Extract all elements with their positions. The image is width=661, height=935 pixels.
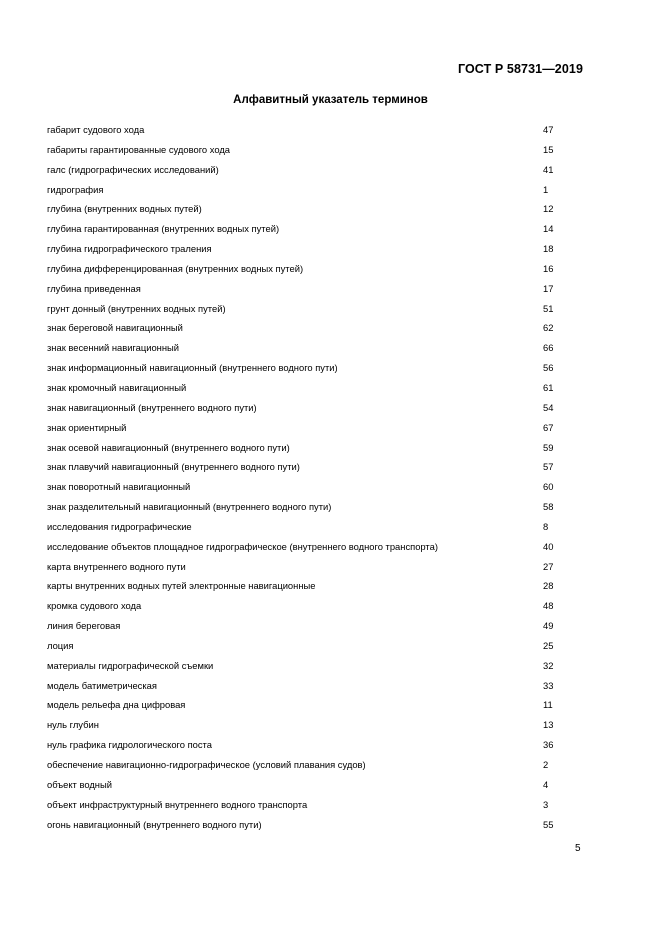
index-entry-term: лоция xyxy=(47,639,74,651)
index-entry-page: 14 xyxy=(543,223,554,235)
index-entry xyxy=(47,576,567,596)
index-entry-page: 16 xyxy=(543,262,554,274)
index-entry-term: глубина дифференцированная (внутренних водных путей) xyxy=(47,262,304,274)
index-entry-term: знак плавучий навигационный (внутреннего водного пути) xyxy=(47,461,300,473)
index-entry xyxy=(47,815,567,835)
index-entry-page: 15 xyxy=(543,143,554,155)
index-entry-term: глубина гидрографического траления xyxy=(47,243,212,255)
index-entry xyxy=(47,457,567,477)
index-entry-term: габариты гарантированные судового хода xyxy=(47,143,231,155)
index-entry xyxy=(47,596,567,616)
index-entry xyxy=(47,676,567,696)
index-entry-term: объект инфраструктурный внутреннего водного транспорта xyxy=(47,798,308,810)
index-entry xyxy=(47,299,567,319)
index-entry xyxy=(47,239,567,259)
index-entry-page: 4 xyxy=(543,778,549,790)
index-entry xyxy=(47,497,567,517)
index-entry-page: 60 xyxy=(543,481,554,493)
index-entry-term: нуль глубин xyxy=(47,719,99,731)
index-entry-page: 49 xyxy=(543,620,554,632)
index-entry-term: знак поворотный навигационный xyxy=(47,481,191,493)
index-entry-term: габарит судового хода xyxy=(47,124,145,135)
index-entry-page: 2 xyxy=(543,759,549,770)
index-entry-page: 47 xyxy=(543,124,554,135)
index-entry-term: знак кромочный навигационный xyxy=(47,381,187,393)
index-entry-term: материалы гидрографической съемки xyxy=(47,659,214,671)
index-entry-page: 25 xyxy=(543,639,554,651)
index-entry xyxy=(47,735,567,755)
index-entry-term: объект водный xyxy=(47,778,112,790)
index-entry-page: 12 xyxy=(543,203,554,215)
index-entry-page: 18 xyxy=(543,243,554,255)
document-code: ГОСТ Р 58731—2019 xyxy=(457,62,583,76)
index-entry-page: 13 xyxy=(543,719,554,731)
index-entry-page: 57 xyxy=(543,461,554,473)
index-entry-page: 56 xyxy=(543,362,554,374)
index-entry-page: 1 xyxy=(543,183,549,195)
index-entry xyxy=(47,259,567,279)
index-entry-term: глубина (внутренних водных путей) xyxy=(47,203,202,215)
index-entry-page: 8 xyxy=(543,520,549,532)
index-entry-term: исследование объектов площадное гидрографическое (внутреннего водного транспорта) xyxy=(47,540,438,552)
term-index-list xyxy=(47,120,567,834)
index-entry-page: 33 xyxy=(543,679,554,691)
index-entry-page: 55 xyxy=(543,818,554,830)
index-entry-term: знак береговой навигационный xyxy=(47,322,183,334)
index-entry xyxy=(47,199,567,219)
index-entry xyxy=(47,695,567,715)
index-entry-term: линия береговая xyxy=(47,620,121,632)
index-entry-term: карты внутренних водных путей электронные навигационные xyxy=(47,580,316,592)
index-entry xyxy=(47,318,567,338)
index-entry-term: кромка судового хода xyxy=(47,600,142,612)
index-entry-term: карта внутреннего водного пути xyxy=(47,560,186,572)
index-entry xyxy=(47,517,567,537)
index-entry-page: 27 xyxy=(543,560,554,572)
index-entry-term: знак навигационный (внутреннего водного пути) xyxy=(47,401,257,413)
index-entry xyxy=(47,378,567,398)
index-entry-page: 11 xyxy=(543,699,553,711)
index-entry-page: 51 xyxy=(543,302,554,314)
index-entry-term: гидрография xyxy=(47,183,104,195)
index-entry-term: знак информационный навигационный (внутреннего водного пути) xyxy=(47,362,338,374)
index-entry-page: 54 xyxy=(543,401,554,413)
index-entry-page: 48 xyxy=(543,600,554,612)
index-entry-term: огонь навигационный (внутреннего водного пути) xyxy=(47,818,262,830)
index-entry-page: 17 xyxy=(543,282,554,294)
index-entry-page: 36 xyxy=(543,739,554,751)
index-entry-term: нуль графика гидрологического поста xyxy=(47,739,212,751)
page-number: 5 xyxy=(575,843,581,854)
index-entry xyxy=(47,358,567,378)
index-entry-page: 32 xyxy=(543,659,554,671)
index-entry xyxy=(47,656,567,676)
index-entry xyxy=(47,140,567,160)
index-entry xyxy=(47,180,567,200)
index-entry xyxy=(47,795,567,815)
index-entry xyxy=(47,398,567,418)
index-entry xyxy=(47,616,567,636)
index-entry xyxy=(47,219,567,239)
index-entry-term: знак осевой навигационный (внутреннего водного пути) xyxy=(47,441,290,453)
index-title: Алфавитный указатель терминов xyxy=(233,94,428,106)
index-entry xyxy=(47,775,567,795)
index-entry xyxy=(47,715,567,735)
index-entry-page: 59 xyxy=(543,441,554,453)
index-entry-page: 40 xyxy=(543,540,554,552)
index-entry-term: галс (гидрографических исследований) xyxy=(47,163,219,175)
index-entry xyxy=(47,636,567,656)
index-entry-term: обеспечение навигационно-гидрографическое (условий плавания судов) xyxy=(47,759,366,770)
index-entry xyxy=(47,537,567,557)
index-entry-page: 58 xyxy=(543,501,554,513)
index-entry-page: 28 xyxy=(543,580,554,592)
index-entry-term: знак весенний навигационный xyxy=(47,342,180,354)
index-entry xyxy=(47,279,567,299)
index-entry-term: грунт донный (внутренних водных путей) xyxy=(47,302,226,314)
index-entry-page: 3 xyxy=(543,798,549,810)
index-entry xyxy=(47,557,567,577)
index-entry xyxy=(47,120,567,140)
index-entry-page: 66 xyxy=(543,342,554,354)
index-entry-term: знак ориентирный xyxy=(47,421,127,433)
index-entry xyxy=(47,755,567,775)
index-entry xyxy=(47,160,567,180)
index-entry-term: модель рельефа дна цифровая xyxy=(47,699,186,711)
index-entry xyxy=(47,438,567,458)
index-entry-term: глубина гарантированная (внутренних водных путей) xyxy=(47,223,280,235)
index-entry-term: глубина приведенная xyxy=(47,282,141,294)
index-entry-term: исследования гидрографические xyxy=(47,520,192,532)
index-entry-page: 61 xyxy=(543,381,554,393)
index-entry-term: знак разделительный навигационный (внутреннего водного пути) xyxy=(47,501,332,513)
index-entry xyxy=(47,477,567,497)
index-entry xyxy=(47,418,567,438)
index-entry xyxy=(47,338,567,358)
index-entry-page: 67 xyxy=(543,421,554,433)
index-entry-term: модель батиметрическая xyxy=(47,679,157,691)
index-entry-page: 41 xyxy=(543,163,554,175)
index-entry-page: 62 xyxy=(543,322,554,334)
